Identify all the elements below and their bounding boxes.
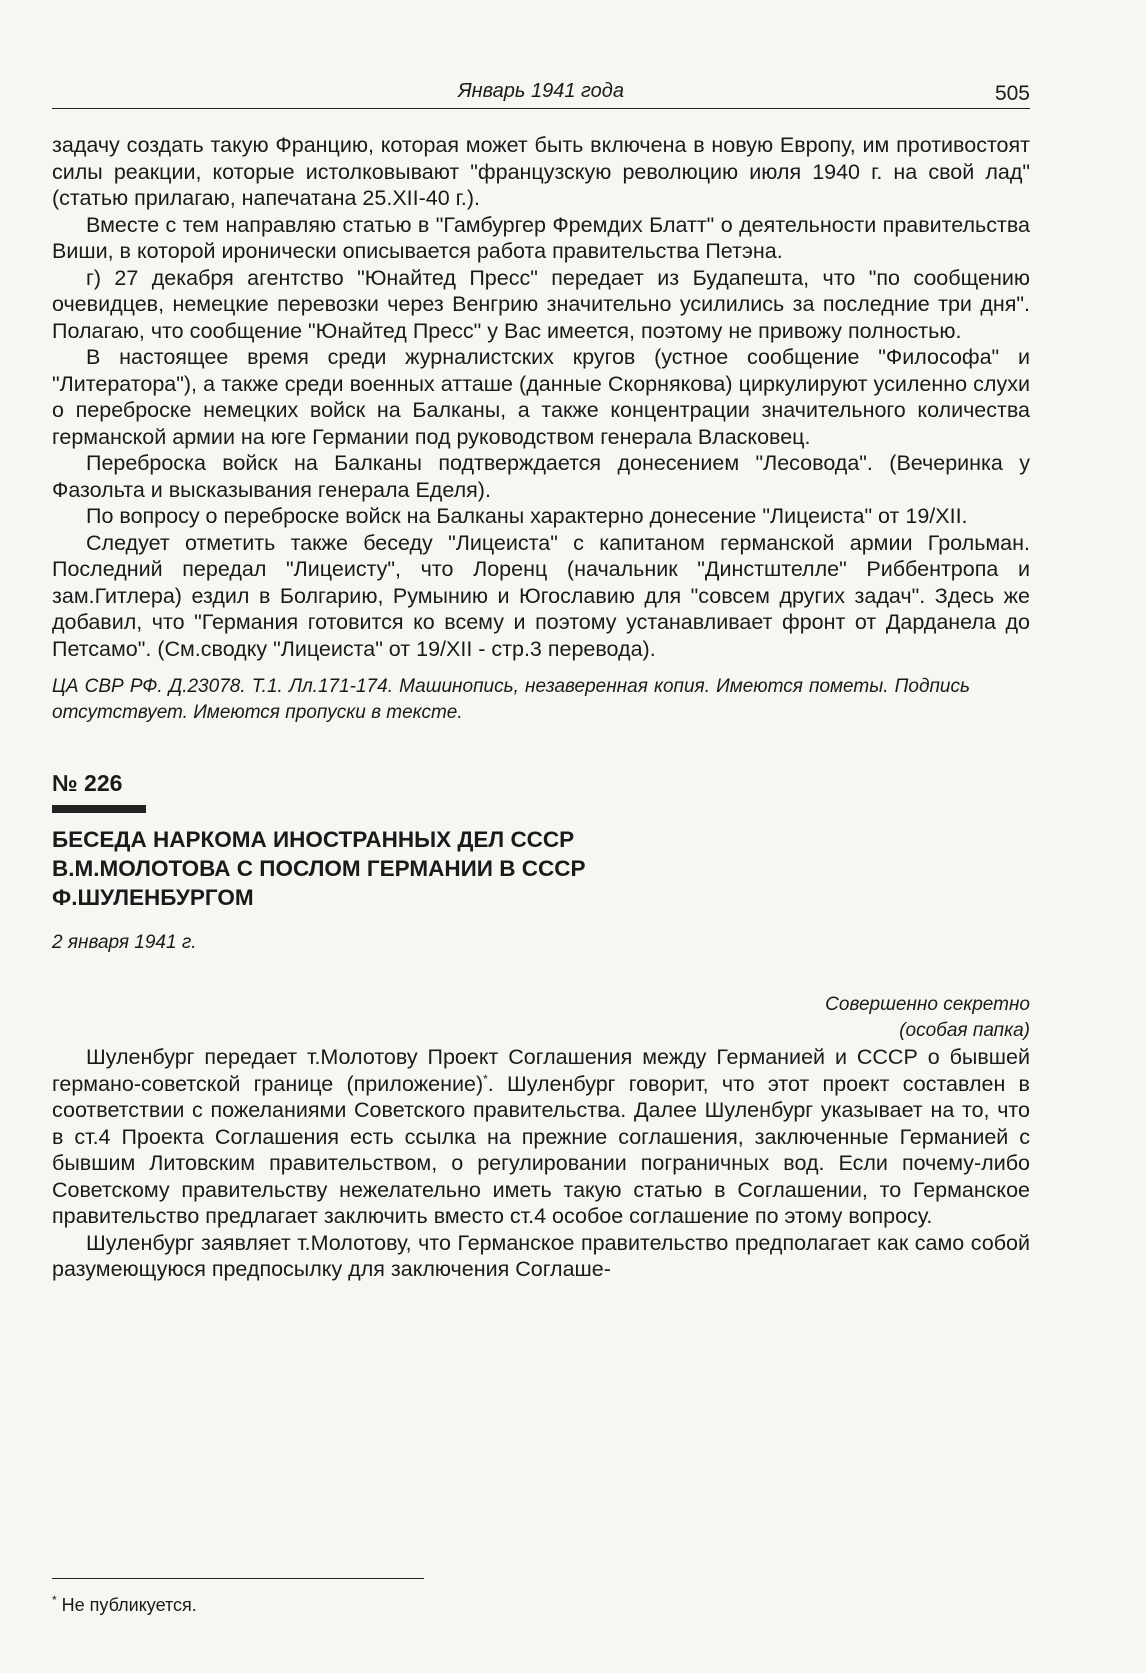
paragraph-2: Вместе с тем направляю статью в "Гамбургер Фремдих Блатт" о деятельности правительства Виши, в которой иронически описывается работа правительства Петэна. <box>52 212 1030 263</box>
page-body <box>52 132 1030 1283</box>
document-paragraph-1 <box>52 1044 1030 1230</box>
running-title: Январь 1941 года <box>458 80 624 102</box>
classification-line-1: Совершенно секретно <box>825 994 1030 1015</box>
footnote-rule <box>52 1578 424 1579</box>
document-title-line-1: БЕСЕДА НАРКОМА ИНОСТРАННЫХ ДЕЛ СССР <box>52 827 575 852</box>
paragraph-4: В настоящее время среди журналистских кругов (устное сообщение "Философа" и "Литератора"), а также среди военных атташе (данные Скорнякова) циркулируют усиленно слухи о переброске немецких войск на Балканы, а также концентрации значительного количества германской армии на юге Германии под руководством генерала Власковец. <box>52 345 1030 449</box>
document-paragraph-2: Шуленбург заявляет т.Молотову, что Германское правительство предполагает как само собой разумеющуюся предпосылку для заключения Соглаше- <box>52 1230 1030 1281</box>
document-title-line-3: Ф.ШУЛЕНБУРГОМ <box>52 885 254 910</box>
paragraph-6: По вопросу о переброске войск на Балканы характерно донесение "Лицеиста" от 19/XII. <box>86 504 968 528</box>
footnote <box>52 1595 197 1616</box>
document-paragraph-1-end: . Шуленбург говорит, что этот проект составлен в соответствии с пожеланиями Советского правительства. Далее Шуленбург указывает на то, что в ст.4 Проекта Соглашения есть ссылка на прежние соглашения, заключенные Германией с бывшим Литовским правительством, о регулировании пограничных вод. Если почему-либо Советскому правительству нежелательно иметь такую статью в Соглашении, то Германское правительство предлагает заключить вместо ст.4 особое соглашение по этому вопросу. <box>52 1071 1030 1228</box>
paragraph-3: г) 27 декабря агентство "Юнайтед Пресс" передает из Будапешта, что "по сообщению очевидцев, немецкие перевозки через Венгрию значительно усилились за последние три дня". Полагаю, что сообщение "Юнайтед Пресс" у Вас имеется, поэтому не привожу полностью. <box>52 265 1030 343</box>
document-date: 2 января 1941 г. <box>52 932 197 953</box>
footnote-text: Не публикуется. <box>56 1595 197 1615</box>
page-number: 505 <box>994 82 1030 105</box>
document-number-bar <box>52 805 146 813</box>
document-paragraph-1-start: Шуленбург передает т.Молотову Проект Соглашения между Германией и СССР о бывшей германо-советской границе (приложение) <box>52 1045 1030 1096</box>
classification-line-2: (особая папка) <box>899 1020 1030 1041</box>
classification <box>52 992 1030 1044</box>
paragraph-1: задачу создать такую Францию, которая может быть включена в новую Европу, им противостоят силы реакции, которые истолковывают "французскую революцию июля 1940 г. на свой лад" (статью прилагаю, напечатана 25.XII-40 г.). <box>52 133 1030 210</box>
paragraph-5: Переброска войск на Балканы подтверждается донесением "Лесовода". (Вечеринка у Фазольта и высказывания генерала Еделя). <box>52 451 1030 502</box>
running-header <box>52 74 1030 109</box>
document-title <box>52 825 1030 912</box>
document-number: № 226 <box>52 770 123 796</box>
archival-source-note: ЦА СВР РФ. Д.23078. Т.1. Лл.171-174. Машинопись, незаверенная копия. Имеются пометы. Подпись отсутствует. Имеются пропуски в тексте. <box>52 676 970 723</box>
footnote-mark: * <box>52 1593 57 1607</box>
footnote-reference: * <box>483 1071 488 1086</box>
paragraph-7: Следует отметить также беседу "Лицеиста" с капитаном германской армии Грольман. Последний передал "Лицеисту", что Лоренц (начальник "Динстштелле" Риббентропа и зам.Гитлера) ездил в Болгарию, Румынию и Югославию для "совсем других задач". Здесь же добавил, что "Германия готовится ко всему и поэтому устанавливает фронт от Дарданела до Петсамо". (См.сводку "Лицеиста" от 19/XII - стр.3 перевода). <box>52 530 1030 661</box>
document-title-line-2: В.М.МОЛОТОВА С ПОСЛОМ ГЕРМАНИИ В СССР <box>52 856 586 881</box>
